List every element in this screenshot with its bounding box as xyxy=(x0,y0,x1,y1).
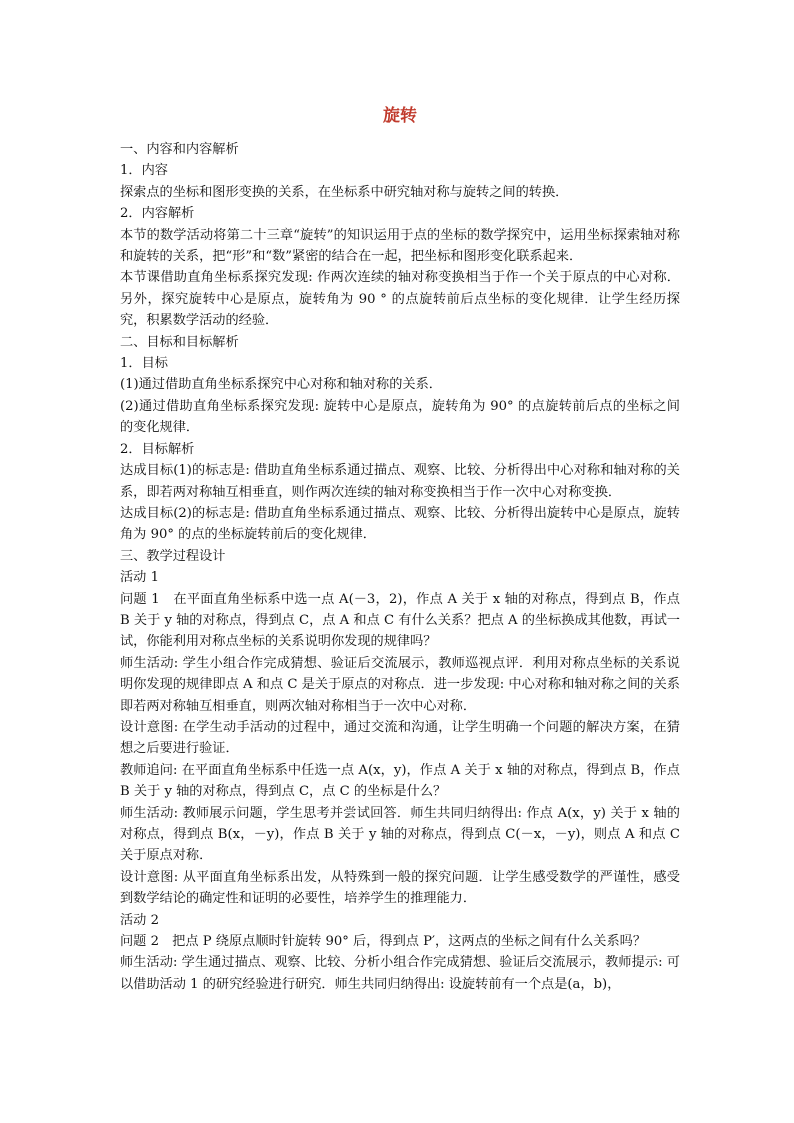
document-paragraph: 1．目标 xyxy=(120,356,168,372)
document-paragraph: 设计意图: 从平面直角坐标系出发，从特殊到一般的探究问题．让学生感受数学的严谨性，感受到数学结论的确定性和证明的必要性，培养学生的推理能力． xyxy=(120,869,680,907)
document-paragraph: 一、内容和内容解析 xyxy=(120,142,239,157)
document-paragraph: 达成目标(1)的标志是: 借助直角坐标系通过描点、观察、比较、分析得出中心对称和轴对称的关系，即若两对称轴互相垂直，则作两次连续的轴对称变换相当于作一次中心对称变换． xyxy=(120,463,680,500)
document-paragraph: 教师追问: 在平面直角坐标系中任选一点 A(x，y)，作点 A 关于 x 轴的对称点，得到点 B，作点 B 关于 y 轴的对称点，得到点 C，点 C 的坐标是什么？ xyxy=(120,762,680,800)
document-page xyxy=(120,104,680,995)
document-paragraph: 活动 2 xyxy=(120,912,159,928)
document-paragraph: 师生活动: 学生小组合作完成猜想、验证后交流展示，教师巡视点评．利用对称点坐标的关系说明你发现的规律即点 A 和点 C 是关于原点的对称点．进一步发现: 中心对称和轴对称之间的关系即若两对称轴互相垂直，则两次轴对称相当于一次中心对称． xyxy=(120,655,680,714)
document-body xyxy=(120,139,680,995)
document-paragraph: 活动 1 xyxy=(120,570,159,586)
document-paragraph: 问题 2 把点 P 绕原点顺时针旋转 90° 后，得到点 P′，这两点的坐标之间有什么关系吗？ xyxy=(120,934,647,950)
document-paragraph: 问题 1 在平面直角坐标系中选一点 A(－3，2)，作点 A 关于 x 轴的对称点，得到点 B，作点 B 关于 y 轴的对称点，得到点 C，点 A 和点 C 有什么关系？把点 A 的坐标换成其他数，再试一试，你能利用对称点坐标的关系说明你发现的规律吗？ xyxy=(120,591,680,650)
document-paragraph: 1．内容 xyxy=(120,163,168,179)
document-title: 旋转 xyxy=(383,106,417,126)
document-paragraph: 本节的数学活动将第二十三章“旋转”的知识运用于点的坐标的数学探究中，运用坐标探索轴对称和旋转的关系，把“形”和“数”紧密的结合在一起，把坐标和图形变化联系起来． xyxy=(120,227,680,265)
document-paragraph: 2．内容解析 xyxy=(120,206,195,222)
document-paragraph: 探索点的坐标和图形变换的关系，在坐标系中研究轴对称与旋转之间的转换． xyxy=(120,184,569,200)
document-paragraph: 师生活动: 学生通过描点、观察、比较、分析小组合作完成猜想、验证后交流展示，教师提示: 可以借助活动 1 的研究经验进行研究．师生共同归纳得出: 设旋转前有一个点是(a，b)， xyxy=(120,955,680,992)
document-paragraph: 达成目标(2)的标志是: 借助直角坐标系通过描点、观察、比较、分析得出旋转中心是原点，旋转角为 90° 的点的坐标旋转前后的变化规律． xyxy=(120,505,680,543)
document-paragraph: 设计意图: 在学生动手活动的过程中，通过交流和沟通，让学生明确一个问题的解决方案，在猜想之后要进行验证． xyxy=(120,719,680,757)
document-paragraph: (2)通过借助直角坐标系探究发现: 旋转中心是原点，旋转角为 90° 的点旋转前后点的坐标之间的变化规律． xyxy=(120,398,680,436)
document-paragraph: 三、教学过程设计 xyxy=(120,548,226,564)
document-paragraph: 二、目标和目标解析 xyxy=(120,334,239,350)
document-paragraph: 本节课借助直角坐标系探究发现: 作两次连续的轴对称变换相当于作一个关于原点的中心对称．另外，探究旋转中心是原点，旋转角为 90 ° 的点旋转前后点坐标的变化规律．让学生经历探究，积累数学活动的经验． xyxy=(120,270,680,329)
document-paragraph: 2．目标解析 xyxy=(120,441,195,457)
document-paragraph: (1)通过借助直角坐标系探究中心对称和轴对称的关系． xyxy=(120,377,442,393)
document-paragraph: 师生活动: 教师展示问题，学生思考并尝试回答．师生共同归纳得出: 作点 A(x，y) 关于 x 轴的对称点，得到点 B(x，－y)，作点 B 关于 y 轴的对称点，得到点 C(－x，－y)，则点 A 和点 C 关于原点对称． xyxy=(120,805,680,864)
